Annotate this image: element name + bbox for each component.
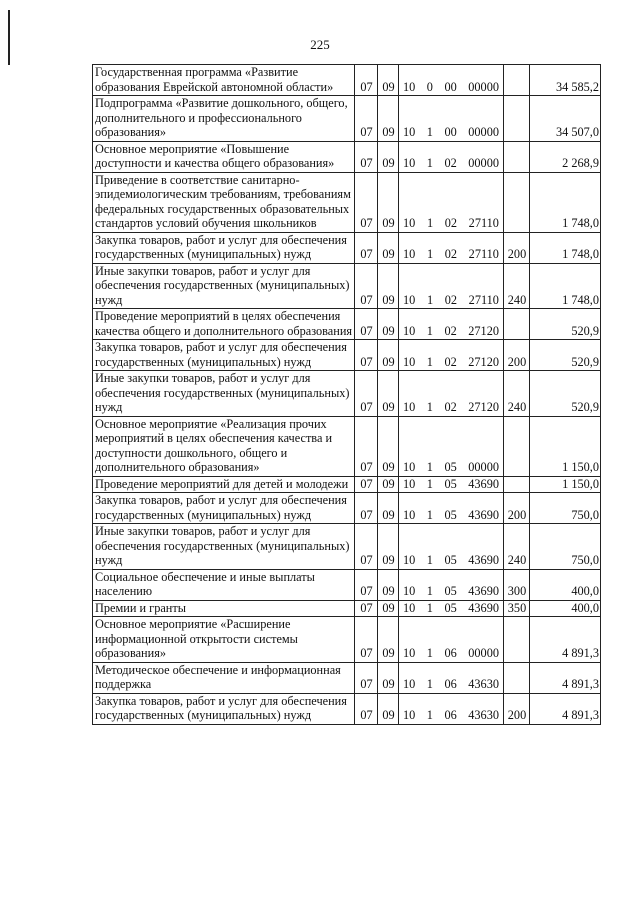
page-number: 225 xyxy=(310,37,330,52)
section-code-cell: 09 xyxy=(378,65,399,96)
row-name-cell: Иные закупки товаров, работ и услуг для обеспечения государственных (муниципальных) нужд xyxy=(93,371,355,417)
target-article-subprogram: 1 xyxy=(426,323,433,338)
target-article-subprogram: 1 xyxy=(426,507,433,522)
target-article-activity: 05 xyxy=(444,476,457,491)
target-article-cell xyxy=(399,309,504,340)
target-article-code xyxy=(401,553,502,568)
ved-code-cell: 07 xyxy=(355,232,378,263)
target-article-activity: 02 xyxy=(444,247,458,261)
expense-type-cell xyxy=(504,309,530,340)
target-article-subprogram: 1 xyxy=(426,553,433,567)
target-article-activity: 05 xyxy=(444,507,457,522)
target-article-direction: 43690 xyxy=(468,507,499,522)
section-code-cell: 09 xyxy=(378,309,399,340)
row-name-cell: Основное мероприятие «Реализация прочих мероприятий в целях обеспечения качества и доступности дошкольного, общего и дополнительного образования» xyxy=(93,416,355,476)
amount-cell: 1 150,0 xyxy=(530,476,601,493)
table-row xyxy=(93,693,601,724)
amount-cell: 4 891,3 xyxy=(530,693,601,724)
table-row xyxy=(93,371,601,417)
table-row xyxy=(93,476,601,493)
section-code-cell: 09 xyxy=(378,693,399,724)
target-article-code xyxy=(401,324,502,339)
row-name-cell: Проведение мероприятий в целях обеспечения качества общего и дополнительного образования xyxy=(93,309,355,340)
table-row xyxy=(93,340,601,371)
expense-type-cell: 200 xyxy=(504,232,530,263)
expense-type-cell: 200 xyxy=(504,693,530,724)
ved-code-cell: 07 xyxy=(355,309,378,340)
target-article-subprogram: 0 xyxy=(426,79,433,94)
target-article-code xyxy=(401,708,502,723)
target-article-subprogram: 1 xyxy=(426,646,433,660)
target-article-direction: 27110 xyxy=(468,247,499,261)
expense-type-cell xyxy=(504,617,530,663)
amount-cell: 400,0 xyxy=(530,600,601,617)
ved-code-cell: 07 xyxy=(355,569,378,600)
target-article-code xyxy=(401,355,502,370)
target-article-code xyxy=(401,80,502,95)
target-article-code xyxy=(401,460,502,475)
ved-code-cell: 07 xyxy=(355,416,378,476)
target-article-cell xyxy=(399,232,504,263)
target-article-code xyxy=(401,400,502,415)
table-row xyxy=(93,600,601,617)
target-article-direction: 27110 xyxy=(468,216,499,230)
target-article-cell xyxy=(399,600,504,617)
target-article-program: 10 xyxy=(403,292,416,307)
row-name-cell: Проведение мероприятий для детей и молодежи xyxy=(93,476,355,493)
table-row xyxy=(93,524,601,570)
amount-cell: 520,9 xyxy=(530,309,601,340)
target-article-direction: 43630 xyxy=(468,677,499,691)
target-article-direction: 00000 xyxy=(468,646,499,660)
expense-type-cell: 200 xyxy=(504,340,530,371)
section-code-cell: 09 xyxy=(378,172,399,232)
target-article-direction: 27120 xyxy=(468,354,499,369)
target-article-activity: 05 xyxy=(444,600,457,615)
amount-cell: 1 748,0 xyxy=(530,232,601,263)
target-article-activity: 05 xyxy=(444,584,457,598)
target-article-code xyxy=(401,293,502,308)
target-article-activity: 02 xyxy=(444,354,457,369)
table-row xyxy=(93,493,601,524)
target-article-cell xyxy=(399,569,504,600)
section-code-cell: 09 xyxy=(378,141,399,172)
section-code-cell: 09 xyxy=(378,340,399,371)
target-article-direction: 27120 xyxy=(468,400,499,414)
row-name-cell: Закупка товаров, работ и услуг для обеспечения государственных (муниципальных) нужд xyxy=(93,693,355,724)
target-article-subprogram: 1 xyxy=(426,600,433,615)
expense-type-cell: 350 xyxy=(504,600,530,617)
ved-code-cell: 07 xyxy=(355,65,378,96)
target-article-subprogram: 1 xyxy=(426,400,433,414)
target-article-code xyxy=(401,125,502,140)
target-article-program: 10 xyxy=(403,677,416,691)
target-article-subprogram: 1 xyxy=(426,156,433,170)
target-article-activity: 02 xyxy=(444,216,458,230)
amount-cell: 520,9 xyxy=(530,371,601,417)
target-article-direction: 00000 xyxy=(468,156,499,170)
target-article-direction: 43690 xyxy=(468,600,499,615)
target-article-direction: 00000 xyxy=(468,460,499,474)
row-name-cell: Основное мероприятие «Расширение информационной открытости системы образования» xyxy=(93,617,355,663)
target-article-direction: 00000 xyxy=(468,79,499,94)
expense-type-cell: 200 xyxy=(504,493,530,524)
target-article-direction: 43690 xyxy=(468,476,499,491)
target-article-subprogram: 1 xyxy=(426,677,433,691)
amount-cell: 2 268,9 xyxy=(530,141,601,172)
target-article-program: 10 xyxy=(403,79,416,94)
amount-cell: 750,0 xyxy=(530,524,601,570)
target-article-code xyxy=(401,247,502,262)
section-code-cell: 09 xyxy=(378,371,399,417)
target-article-code xyxy=(401,646,502,661)
row-name-cell: Премии и гранты xyxy=(93,600,355,617)
budget-table-body xyxy=(93,65,601,725)
amount-cell: 1 748,0 xyxy=(530,172,601,232)
target-article-code xyxy=(401,601,502,616)
target-article-cell xyxy=(399,524,504,570)
table-row xyxy=(93,617,601,663)
section-code-cell: 09 xyxy=(378,617,399,663)
target-article-program: 10 xyxy=(403,507,416,522)
row-name-cell: Закупка товаров, работ и услуг для обеспечения государственных (муниципальных) нужд xyxy=(93,340,355,371)
expense-type-cell xyxy=(504,96,530,142)
table-row xyxy=(93,96,601,142)
target-article-cell xyxy=(399,172,504,232)
target-article-program: 10 xyxy=(403,646,416,660)
table-row xyxy=(93,569,601,600)
target-article-subprogram: 1 xyxy=(426,216,434,230)
target-article-cell xyxy=(399,96,504,142)
target-article-cell xyxy=(399,141,504,172)
section-code-cell: 09 xyxy=(378,600,399,617)
target-article-direction: 27120 xyxy=(468,323,499,338)
expense-type-cell xyxy=(504,662,530,693)
ved-code-cell: 07 xyxy=(355,96,378,142)
target-article-cell xyxy=(399,340,504,371)
row-name-cell: Иные закупки товаров, работ и услуг для обеспечения государственных (муниципальных) нужд xyxy=(93,524,355,570)
section-code-cell: 09 xyxy=(378,662,399,693)
target-article-direction: 43690 xyxy=(468,584,499,598)
target-article-subprogram: 1 xyxy=(426,354,433,369)
row-name-cell: Закупка товаров, работ и услуг для обеспечения государственных (муниципальных) нужд xyxy=(93,232,355,263)
table-row xyxy=(93,309,601,340)
target-article-cell xyxy=(399,65,504,96)
target-article-program: 10 xyxy=(403,460,416,474)
expense-type-cell xyxy=(504,476,530,493)
ved-code-cell: 07 xyxy=(355,617,378,663)
budget-table xyxy=(92,64,601,725)
row-name-cell: Основное мероприятие «Повышение доступности и качества общего образования» xyxy=(93,141,355,172)
target-article-subprogram: 1 xyxy=(426,460,433,474)
expense-type-cell: 300 xyxy=(504,569,530,600)
target-article-program: 10 xyxy=(403,708,416,722)
target-article-activity: 02 xyxy=(444,400,457,414)
expense-type-cell xyxy=(504,65,530,96)
target-article-cell xyxy=(399,493,504,524)
row-name-cell: Приведение в соответствие санитарно-эпидемиологическим требованиям, требованиям федеральных государственных образовательных стандартов условий обучения школьников xyxy=(93,172,355,232)
table-row xyxy=(93,232,601,263)
target-article-program: 10 xyxy=(403,476,416,491)
target-article-subprogram: 1 xyxy=(426,584,433,598)
expense-type-cell: 240 xyxy=(504,371,530,417)
row-name-cell: Государственная программа «Развитие образования Еврейской автономной области» xyxy=(93,65,355,96)
row-name-cell: Закупка товаров, работ и услуг для обеспечения государственных (муниципальных) нужд xyxy=(93,493,355,524)
target-article-activity: 06 xyxy=(444,708,457,722)
row-name-cell: Методическое обеспечение и информационная поддержка xyxy=(93,662,355,693)
target-article-program: 10 xyxy=(403,216,416,230)
section-code-cell: 09 xyxy=(378,416,399,476)
target-article-activity: 02 xyxy=(444,323,457,338)
target-article-activity: 05 xyxy=(444,460,457,474)
target-article-program: 10 xyxy=(403,247,416,261)
ved-code-cell: 07 xyxy=(355,476,378,493)
section-code-cell: 09 xyxy=(378,524,399,570)
ved-code-cell: 07 xyxy=(355,340,378,371)
target-article-program: 10 xyxy=(403,125,416,139)
target-article-cell xyxy=(399,693,504,724)
target-article-cell xyxy=(399,371,504,417)
target-article-activity: 06 xyxy=(444,646,457,660)
table-row xyxy=(93,172,601,232)
ved-code-cell: 07 xyxy=(355,172,378,232)
target-article-program: 10 xyxy=(403,156,416,170)
target-article-program: 10 xyxy=(403,354,416,369)
expense-type-cell xyxy=(504,141,530,172)
target-article-direction: 27110 xyxy=(468,292,499,307)
target-article-program: 10 xyxy=(403,600,416,615)
target-article-code xyxy=(401,677,502,692)
amount-cell: 1 150,0 xyxy=(530,416,601,476)
table-row xyxy=(93,416,601,476)
ved-code-cell: 07 xyxy=(355,662,378,693)
amount-cell: 4 891,3 xyxy=(530,617,601,663)
section-code-cell: 09 xyxy=(378,569,399,600)
target-article-subprogram: 1 xyxy=(426,292,434,307)
table-row xyxy=(93,65,601,96)
amount-cell: 34 507,0 xyxy=(530,96,601,142)
ved-code-cell: 07 xyxy=(355,693,378,724)
expense-type-cell xyxy=(504,172,530,232)
target-article-subprogram: 1 xyxy=(426,125,433,139)
target-article-activity: 06 xyxy=(444,677,457,691)
target-article-program: 10 xyxy=(403,584,416,598)
target-article-code xyxy=(401,477,502,492)
expense-type-cell: 240 xyxy=(504,263,530,309)
target-article-program: 10 xyxy=(403,400,416,414)
amount-cell: 750,0 xyxy=(530,493,601,524)
amount-cell: 34 585,2 xyxy=(530,65,601,96)
ved-code-cell: 07 xyxy=(355,371,378,417)
ved-code-cell: 07 xyxy=(355,524,378,570)
section-code-cell: 09 xyxy=(378,232,399,263)
ved-code-cell: 07 xyxy=(355,263,378,309)
target-article-activity: 02 xyxy=(444,156,457,170)
section-code-cell: 09 xyxy=(378,493,399,524)
amount-cell: 1 748,0 xyxy=(530,263,601,309)
row-name-cell: Подпрограмма «Развитие дошкольного, общего, дополнительного и профессионального образования» xyxy=(93,96,355,142)
target-article-code xyxy=(401,584,502,599)
ved-code-cell: 07 xyxy=(355,600,378,617)
row-name-cell: Иные закупки товаров, работ и услуг для обеспечения государственных (муниципальных) нужд xyxy=(93,263,355,309)
amount-cell: 520,9 xyxy=(530,340,601,371)
section-code-cell: 09 xyxy=(378,476,399,493)
ved-code-cell: 07 xyxy=(355,141,378,172)
target-article-cell xyxy=(399,416,504,476)
target-article-activity: 00 xyxy=(444,79,457,94)
amount-cell: 400,0 xyxy=(530,569,601,600)
target-article-code xyxy=(401,216,502,231)
target-article-subprogram: 1 xyxy=(426,476,433,491)
target-article-activity: 00 xyxy=(444,125,457,139)
target-article-direction: 43630 xyxy=(468,708,499,722)
ved-code-cell: 07 xyxy=(355,493,378,524)
target-article-program: 10 xyxy=(403,553,416,567)
target-article-direction: 00000 xyxy=(468,125,499,139)
target-article-subprogram: 1 xyxy=(426,247,434,261)
target-article-direction: 43690 xyxy=(468,553,499,567)
target-article-program: 10 xyxy=(403,323,416,338)
target-article-code xyxy=(401,508,502,523)
amount-cell: 4 891,3 xyxy=(530,662,601,693)
target-article-cell xyxy=(399,476,504,493)
table-row xyxy=(93,141,601,172)
target-article-activity: 02 xyxy=(444,292,458,307)
target-article-subprogram: 1 xyxy=(426,708,433,722)
expense-type-cell: 240 xyxy=(504,524,530,570)
target-article-cell xyxy=(399,662,504,693)
table-row xyxy=(93,263,601,309)
target-article-cell xyxy=(399,263,504,309)
row-name-cell: Социальное обеспечение и иные выплаты населению xyxy=(93,569,355,600)
target-article-activity: 05 xyxy=(444,553,457,567)
section-code-cell: 09 xyxy=(378,263,399,309)
expense-type-cell xyxy=(504,416,530,476)
target-article-code xyxy=(401,156,502,171)
table-row xyxy=(93,662,601,693)
target-article-cell xyxy=(399,617,504,663)
section-code-cell: 09 xyxy=(378,96,399,142)
